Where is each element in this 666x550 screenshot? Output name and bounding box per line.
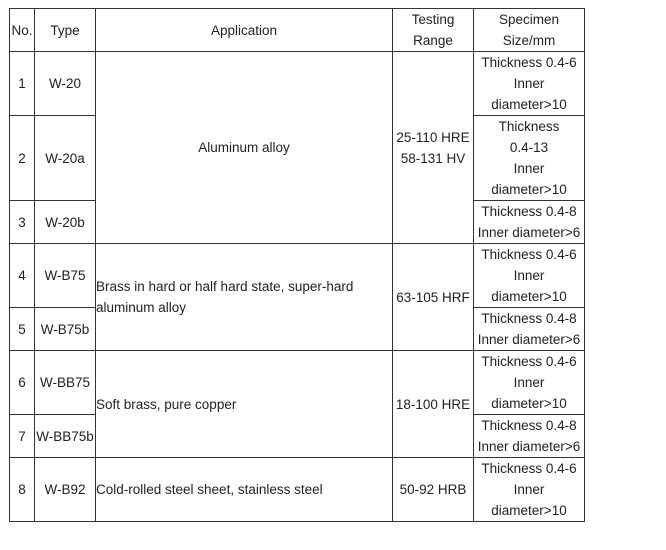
cell-testing-range: 18-100 HRE — [393, 351, 474, 458]
cell-application: Aluminum alloy — [96, 52, 393, 244]
table-row — [10, 52, 585, 116]
specimen-line: Thickness 0.4-6 — [481, 247, 577, 262]
cell-testing-range: 63-105 HRF — [393, 244, 474, 351]
header-specimen-line: Specimen — [498, 12, 560, 27]
cell-type: W-BB75b — [35, 415, 96, 458]
specimen-line: diameter>10 — [491, 182, 567, 197]
specimen-line: Inner — [513, 76, 545, 91]
cell-specimen — [474, 308, 585, 351]
header-testing-range — [393, 9, 474, 52]
cell-specimen — [474, 415, 585, 458]
specimen-line: Thickness 0.4-8 — [481, 311, 577, 326]
specimen-line: diameter>10 — [491, 503, 567, 518]
cell-specimen — [474, 116, 585, 201]
header-no: No. — [10, 9, 35, 52]
cell-no: 8 — [10, 458, 35, 522]
specimen-line: diameter>10 — [491, 97, 567, 112]
cell-application — [96, 244, 393, 351]
specimen-line: Thickness 0.4-6 — [481, 461, 577, 476]
cell-specimen — [474, 458, 585, 522]
specimen-line: diameter>10 — [491, 396, 567, 411]
cell-specimen — [474, 351, 585, 415]
cell-type: W-20b — [35, 201, 96, 244]
specimen-line: Thickness 0.4-6 — [481, 354, 577, 369]
specimen-line: Inner — [513, 268, 545, 283]
specimen-line: Thickness 0.4-8 — [481, 204, 577, 219]
cell-no: 3 — [10, 201, 35, 244]
specimen-line: Inner — [513, 161, 545, 176]
cell-type: W-BB75 — [35, 351, 96, 415]
header-testing-range-line: Testing — [411, 12, 455, 27]
specimen-line: Thickness — [498, 119, 560, 134]
cell-no: 4 — [10, 244, 35, 308]
application-line: aluminum alloy — [96, 300, 187, 315]
cell-no: 7 — [10, 415, 35, 458]
cell-application: Cold-rolled steel sheet, stainless steel — [96, 458, 393, 522]
cell-specimen — [474, 244, 585, 308]
testing-range-line: 58-131 HV — [400, 150, 466, 166]
cell-no: 6 — [10, 351, 35, 415]
specimen-line: Inner diameter>6 — [477, 225, 581, 240]
cell-type: W-20 — [35, 52, 96, 116]
table-row — [10, 458, 585, 522]
header-type: Type — [35, 9, 96, 52]
testing-range-line: 25-110 HRE — [396, 129, 470, 145]
specimen-line: Inner diameter>6 — [477, 332, 581, 347]
application-line: Brass in hard or half hard state, super-hard — [96, 279, 354, 294]
cell-no: 2 — [10, 116, 35, 201]
cell-type: W-20a — [35, 116, 96, 201]
header-testing-range-line: Range — [413, 33, 453, 48]
cell-type: W-B92 — [35, 458, 96, 522]
cell-testing-range — [393, 52, 474, 244]
specimen-line: Thickness 0.4-8 — [481, 418, 577, 433]
specimen-line: diameter>10 — [491, 289, 567, 304]
header-specimen-size — [474, 9, 585, 52]
cell-no: 1 — [10, 52, 35, 116]
header-specimen-line: Size/mm — [502, 33, 556, 48]
cell-application: Soft brass, pure copper — [96, 351, 393, 458]
cell-specimen — [474, 201, 585, 244]
cell-no: 5 — [10, 308, 35, 351]
specimen-line: Inner — [513, 375, 545, 390]
specimen-line: 0.4-13 — [509, 140, 549, 155]
hardness-spec-table — [9, 8, 585, 522]
cell-testing-range: 50-92 HRB — [393, 458, 474, 522]
cell-type: W-B75 — [35, 244, 96, 308]
table-row — [10, 244, 585, 308]
table-row — [10, 351, 585, 415]
header-application: Application — [96, 9, 393, 52]
specimen-line: Inner diameter>6 — [477, 439, 581, 454]
cell-specimen — [474, 52, 585, 116]
cell-type: W-B75b — [35, 308, 96, 351]
specimen-line: Inner — [513, 482, 545, 497]
specimen-line: Thickness 0.4-6 — [481, 55, 577, 70]
header-row — [10, 9, 585, 52]
